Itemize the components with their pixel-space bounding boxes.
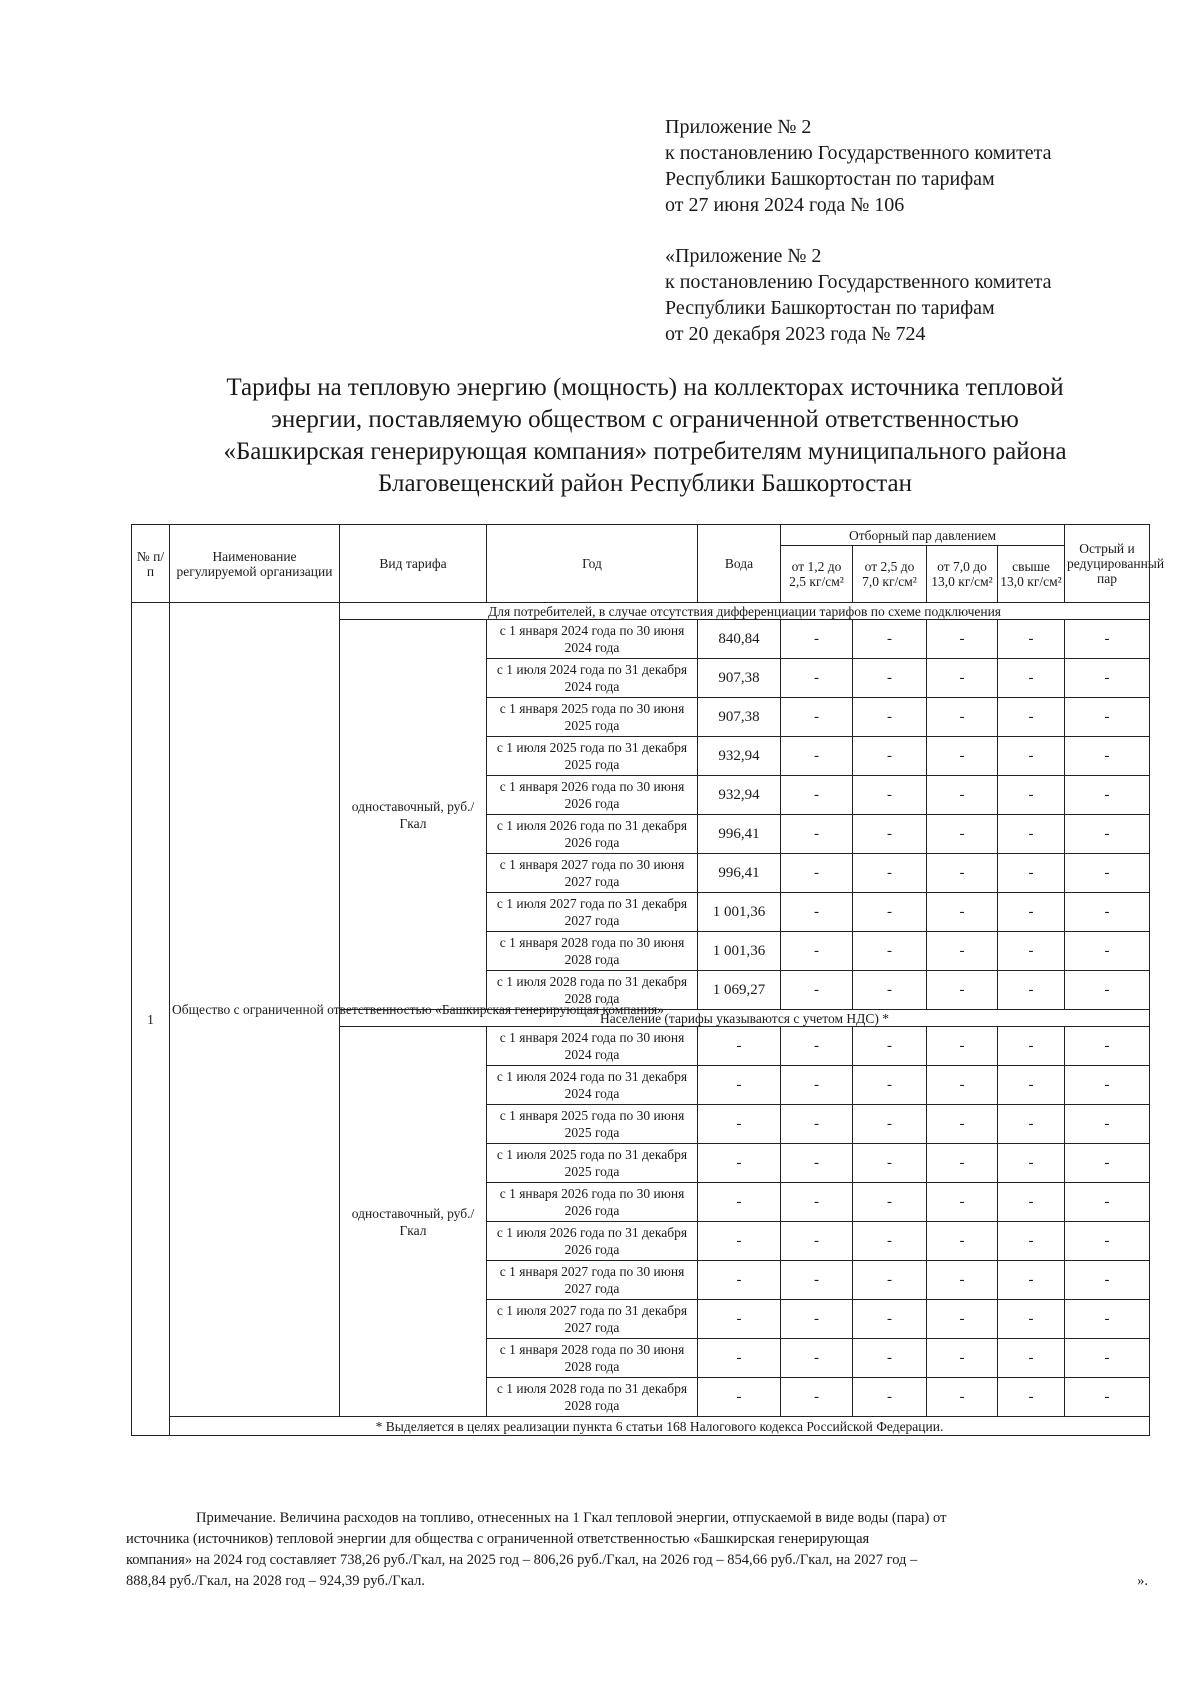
- empty-value-cell: -: [853, 659, 927, 698]
- header-line: к постановлению Государственного комитета: [665, 142, 1052, 164]
- period-cell: с 1 июля 2026 года по 31 декабря 2026 года: [487, 1222, 698, 1261]
- empty-value-cell: -: [853, 737, 927, 776]
- empty-value-cell: -: [853, 893, 927, 932]
- empty-value-cell: -: [998, 1261, 1065, 1300]
- note-line: Примечание. Величина расходов на топливо, отнесенных на 1 Гкал тепловой энергии, отпускаемой в виде воды (пара) от: [196, 1510, 947, 1526]
- empty-value-cell: -: [998, 815, 1065, 854]
- water-tariff-cell: -: [698, 1144, 781, 1183]
- empty-value-cell: -: [998, 1066, 1065, 1105]
- water-tariff-cell: 907,38: [698, 698, 781, 737]
- empty-value-cell: -: [781, 1144, 853, 1183]
- col-header-tariff-type: Вид тарифа: [340, 525, 487, 603]
- water-tariff-cell: -: [698, 1222, 781, 1261]
- empty-value-cell: -: [927, 776, 998, 815]
- empty-value-cell: -: [781, 1222, 853, 1261]
- empty-value-cell: -: [1065, 659, 1150, 698]
- title-line: Тарифы на тепловую энергию (мощность) на коллекторах источника тепловой: [226, 374, 1064, 401]
- water-tariff-cell: -: [698, 1378, 781, 1417]
- empty-value-cell: -: [853, 932, 927, 971]
- note-line: компания» на 2024 год составляет 738,26 руб./Гкал, на 2025 год – 806,26 руб./Гкал, на 2026 год – 854,66 руб./Гкал, на 2027 год –: [126, 1552, 918, 1568]
- empty-value-cell: -: [927, 815, 998, 854]
- empty-value-cell: -: [998, 698, 1065, 737]
- footnote: * Выделяется в целях реализации пункта 6 статьи 168 Налогового кодекса Российской Федерации.: [170, 1417, 1150, 1436]
- empty-value-cell: -: [1065, 1378, 1150, 1417]
- empty-value-cell: -: [927, 1144, 998, 1183]
- col-header-p1: от 1,2 до 2,5 кг/см²: [781, 546, 853, 603]
- empty-value-cell: -: [781, 698, 853, 737]
- empty-value-cell: -: [998, 737, 1065, 776]
- title-line: энергии, поставляемую обществом с ограниченной ответственностью: [271, 406, 1019, 433]
- col-header-num: № п/п: [132, 525, 170, 603]
- water-tariff-cell: 932,94: [698, 737, 781, 776]
- tariff-table: [131, 524, 1165, 1436]
- period-cell: с 1 июля 2026 года по 31 декабря 2026 года: [487, 815, 698, 854]
- col-header-year: Год: [487, 525, 698, 603]
- period-cell: с 1 января 2027 года по 30 июня 2027 года: [487, 854, 698, 893]
- header-line: Республики Башкортостан по тарифам: [665, 168, 995, 190]
- empty-value-cell: -: [998, 1105, 1065, 1144]
- col-header-p3: от 7,0 до 13,0 кг/см²: [927, 546, 998, 603]
- empty-value-cell: -: [998, 1300, 1065, 1339]
- empty-value-cell: -: [853, 1183, 927, 1222]
- period-cell: с 1 июля 2024 года по 31 декабря 2024 года: [487, 659, 698, 698]
- empty-value-cell: -: [853, 776, 927, 815]
- empty-value-cell: -: [781, 1105, 853, 1144]
- period-cell: с 1 января 2028 года по 30 июня 2028 года: [487, 932, 698, 971]
- empty-value-cell: -: [853, 1261, 927, 1300]
- period-cell: с 1 июля 2024 года по 31 декабря 2024 года: [487, 1066, 698, 1105]
- water-tariff-cell: -: [698, 1300, 781, 1339]
- empty-value-cell: -: [927, 737, 998, 776]
- empty-value-cell: -: [998, 620, 1065, 659]
- header-line: Приложение № 2: [665, 116, 812, 138]
- water-tariff-cell: 996,41: [698, 854, 781, 893]
- section-title-general: Для потребителей, в случае отсутствия дифференциации тарифов по схеме подключения: [340, 603, 1150, 620]
- col-header-p2: от 2,5 до 7,0 кг/см²: [853, 546, 927, 603]
- empty-value-cell: -: [1065, 1300, 1150, 1339]
- empty-value-cell: -: [781, 776, 853, 815]
- footnote-row: [132, 1417, 1150, 1436]
- empty-value-cell: -: [853, 971, 927, 1010]
- empty-value-cell: -: [1065, 776, 1150, 815]
- empty-value-cell: -: [927, 620, 998, 659]
- empty-value-cell: -: [781, 932, 853, 971]
- note-last-line: [126, 1571, 1148, 1592]
- period-cell: с 1 июля 2027 года по 31 декабря 2027 года: [487, 893, 698, 932]
- empty-value-cell: -: [998, 1339, 1065, 1378]
- empty-value-cell: -: [853, 1339, 927, 1378]
- water-tariff-cell: 840,84: [698, 620, 781, 659]
- header-line: от 20 декабря 2023 года № 724: [665, 323, 926, 345]
- empty-value-cell: -: [927, 1222, 998, 1261]
- empty-value-cell: -: [853, 1144, 927, 1183]
- empty-value-cell: -: [853, 1027, 927, 1066]
- period-cell: с 1 января 2025 года по 30 июня 2025 года: [487, 1105, 698, 1144]
- empty-value-cell: -: [853, 1378, 927, 1417]
- empty-value-cell: -: [781, 815, 853, 854]
- title-line: «Башкирская генерирующая компания» потребителям муниципального района: [223, 438, 1067, 465]
- empty-value-cell: -: [1065, 1261, 1150, 1300]
- col-header-p4: свыше 13,0 кг/см²: [998, 546, 1065, 603]
- empty-value-cell: -: [998, 1183, 1065, 1222]
- empty-value-cell: -: [781, 1300, 853, 1339]
- empty-value-cell: -: [927, 698, 998, 737]
- empty-value-cell: -: [1065, 1144, 1150, 1183]
- empty-value-cell: -: [853, 698, 927, 737]
- empty-value-cell: -: [998, 776, 1065, 815]
- water-tariff-cell: 1 001,36: [698, 932, 781, 971]
- empty-value-cell: -: [781, 1339, 853, 1378]
- empty-value-cell: -: [853, 1105, 927, 1144]
- water-tariff-cell: -: [698, 1066, 781, 1105]
- note-line: 888,84 руб./Гкал, на 2028 год – 924,39 руб./Гкал.: [126, 1573, 425, 1589]
- empty-value-cell: -: [998, 1222, 1065, 1261]
- note-line: источника (источников) тепловой энергии для общества с ограниченной ответственностью «Башкирская генерирующая: [126, 1531, 870, 1547]
- note-closing-quote: ».: [1137, 1573, 1148, 1589]
- empty-value-cell: -: [781, 971, 853, 1010]
- empty-value-cell: -: [998, 1378, 1065, 1417]
- empty-value-cell: -: [781, 893, 853, 932]
- empty-value-cell: -: [1065, 737, 1150, 776]
- empty-value-cell: -: [1065, 854, 1150, 893]
- empty-value-cell: -: [1065, 620, 1150, 659]
- empty-value-cell: -: [853, 1066, 927, 1105]
- col-header-org: Наименование регулируемой организации: [170, 525, 340, 603]
- water-tariff-cell: -: [698, 1261, 781, 1300]
- period-cell: с 1 января 2028 года по 30 июня 2028 года: [487, 1339, 698, 1378]
- period-cell: с 1 января 2027 года по 30 июня 2027 года: [487, 1261, 698, 1300]
- empty-value-cell: -: [998, 1027, 1065, 1066]
- empty-value-cell: -: [927, 1027, 998, 1066]
- water-tariff-cell: -: [698, 1027, 781, 1066]
- tariff-type-cell: одноставочный, руб./Гкал: [340, 620, 487, 1010]
- empty-value-cell: -: [853, 620, 927, 659]
- empty-value-cell: -: [853, 1300, 927, 1339]
- period-cell: с 1 июля 2027 года по 31 декабря 2027 года: [487, 1300, 698, 1339]
- empty-value-cell: -: [781, 1261, 853, 1300]
- water-tariff-cell: 907,38: [698, 659, 781, 698]
- empty-value-cell: -: [781, 737, 853, 776]
- empty-value-cell: -: [1065, 971, 1150, 1010]
- empty-value-cell: -: [998, 854, 1065, 893]
- empty-value-cell: -: [998, 659, 1065, 698]
- organization-name: Общество с ограниченной ответственностью «Башкирская генерирующая компания»: [170, 603, 340, 1417]
- empty-value-cell: -: [1065, 1027, 1150, 1066]
- empty-value-cell: -: [1065, 893, 1150, 932]
- empty-value-cell: -: [853, 854, 927, 893]
- empty-value-cell: -: [853, 1222, 927, 1261]
- empty-value-cell: -: [1065, 698, 1150, 737]
- empty-value-cell: -: [1065, 1222, 1150, 1261]
- title-line: Благовещенский район Республики Башкортостан: [378, 470, 912, 497]
- empty-value-cell: -: [853, 815, 927, 854]
- empty-value-cell: -: [1065, 815, 1150, 854]
- period-cell: с 1 января 2024 года по 30 июня 2024 года: [487, 620, 698, 659]
- empty-value-cell: -: [927, 1378, 998, 1417]
- empty-value-cell: -: [1065, 1183, 1150, 1222]
- empty-value-cell: -: [1065, 1066, 1150, 1105]
- empty-value-cell: -: [781, 1378, 853, 1417]
- empty-value-cell: -: [998, 893, 1065, 932]
- empty-value-cell: -: [998, 1144, 1065, 1183]
- section-title-population: Население (тарифы указываются с учетом НДС) *: [340, 1010, 1150, 1027]
- water-tariff-cell: 1 069,27: [698, 971, 781, 1010]
- col-header-water: Вода: [698, 525, 781, 603]
- header-line: к постановлению Государственного комитета: [665, 271, 1052, 293]
- empty-value-cell: -: [1065, 1339, 1150, 1378]
- empty-value-cell: -: [927, 1105, 998, 1144]
- appendix-header-current: [665, 114, 1145, 218]
- empty-value-cell: -: [927, 1066, 998, 1105]
- empty-value-cell: -: [781, 659, 853, 698]
- empty-value-cell: -: [927, 971, 998, 1010]
- header-line: «Приложение № 2: [665, 245, 822, 267]
- water-tariff-cell: -: [698, 1183, 781, 1222]
- empty-value-cell: -: [927, 659, 998, 698]
- empty-value-cell: -: [927, 1183, 998, 1222]
- period-cell: с 1 января 2026 года по 30 июня 2026 года: [487, 1183, 698, 1222]
- water-tariff-cell: -: [698, 1105, 781, 1144]
- empty-value-cell: -: [781, 854, 853, 893]
- empty-value-cell: -: [781, 620, 853, 659]
- header-line: Республики Башкортостан по тарифам: [665, 297, 995, 319]
- empty-value-cell: -: [927, 1339, 998, 1378]
- empty-value-cell: -: [781, 1066, 853, 1105]
- empty-value-cell: -: [781, 1027, 853, 1066]
- water-tariff-cell: 996,41: [698, 815, 781, 854]
- note: [126, 1508, 1148, 1592]
- document-title: [150, 372, 1140, 500]
- empty-value-cell: -: [998, 971, 1065, 1010]
- empty-value-cell: -: [1065, 932, 1150, 971]
- col-header-steam-group: Отборный пар давлением: [781, 525, 1065, 546]
- empty-value-cell: -: [1065, 1105, 1150, 1144]
- water-tariff-cell: 1 001,36: [698, 893, 781, 932]
- period-cell: с 1 января 2024 года по 30 июня 2024 года: [487, 1027, 698, 1066]
- col-header-sharp-steam: Острый и редуцированный пар: [1065, 525, 1150, 603]
- period-cell: с 1 июля 2025 года по 31 декабря 2025 года: [487, 737, 698, 776]
- header-line: от 27 июня 2024 года № 106: [665, 194, 905, 216]
- period-cell: с 1 июля 2028 года по 31 декабря 2028 года: [487, 1378, 698, 1417]
- empty-value-cell: -: [927, 1300, 998, 1339]
- water-tariff-cell: 932,94: [698, 776, 781, 815]
- empty-value-cell: -: [781, 1183, 853, 1222]
- empty-value-cell: -: [927, 854, 998, 893]
- tariff-type-cell: одноставочный, руб./Гкал: [340, 1027, 487, 1417]
- appendix-header-previous: [665, 243, 1145, 347]
- empty-value-cell: -: [998, 932, 1065, 971]
- empty-value-cell: -: [927, 893, 998, 932]
- period-cell: с 1 января 2026 года по 30 июня 2026 года: [487, 776, 698, 815]
- empty-value-cell: -: [927, 1261, 998, 1300]
- tariff-table-body: [132, 603, 1150, 1436]
- period-cell: с 1 января 2025 года по 30 июня 2025 года: [487, 698, 698, 737]
- period-cell: с 1 июля 2028 года по 31 декабря 2028 года: [487, 971, 698, 1010]
- water-tariff-cell: -: [698, 1339, 781, 1378]
- row-number: 1: [132, 603, 170, 1436]
- period-cell: с 1 июля 2025 года по 31 декабря 2025 года: [487, 1144, 698, 1183]
- empty-value-cell: -: [927, 932, 998, 971]
